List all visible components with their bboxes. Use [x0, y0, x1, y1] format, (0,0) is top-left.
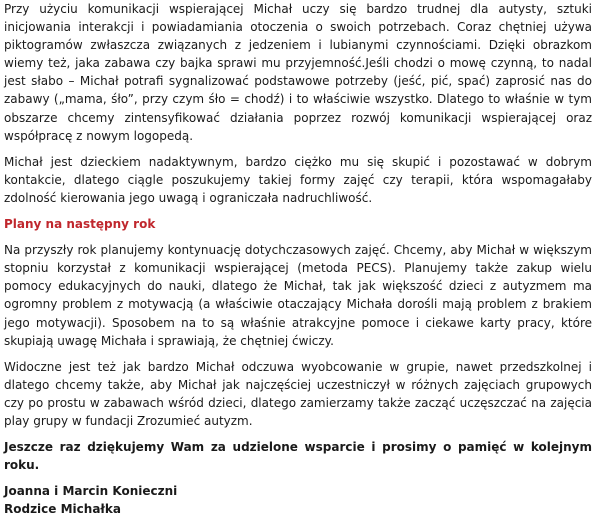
paragraph-hyperactivity: Michał jest dzieckiem nadaktywnym, bardzo ciężko mu się skupić i pozostawać w dobrym kontakcie, dlatego ciągle poszukujemy takiej formy zajęć czy terapii, która wspomagałaby zdolność kierowania jego uwagą i ograniczała nadruchliwość. — [4, 154, 592, 205]
signature-names: Joanna i Marcin Konieczni — [4, 484, 178, 499]
paragraph-communication: Przy użyciu komunikacji wspierającej Michał uczy się bardzo trudnej dla autysty, sztuki inicjowania interakcji i powiadamiania otoczenia o swoich potrzebach. Coraz chętniej używa piktogramów zwłaszcza związanych z jedzeniem i lubianymi czynnościami. Dzięki obrazkom wiemy też, jaka zabawa czy bajka sprawi mu przyjemność.Jeśli chodzi o mowę czynną, to nadal jest słabo – Michał potrafi sygnalizować podstawowe potrzeby (jeść, pić, spać) zaprosić nas do zabawy („mama, śło”, przy czym śło = chodź) i to właściwie wszystko. Dlatego to właśnie w tym obszarze chcemy zintensyfikować działania poprzez rozwój komunikacji wspierającej oraz współpracę z nowym logopedą. — [4, 2, 592, 143]
closing-thanks: Jeszcze raz dziękujemy Wam za udzielone wsparcie i prosimy o pamięć w kolejnym roku. — [4, 440, 592, 473]
paragraph-plans: Na przyszły rok planujemy kontynuację dotychczasowych zajęć. Chcemy, aby Michał w większym stopniu korzystał z komunikacji wspierającej (metoda PECS). Planujemy także zakup wielu pomocy edukacyjnych do nauki, dlatego że Michał, tak jak większość dzieci z autyzmem ma ogromny problem z motywacją (a właściwie otaczający Michała dorośli mają problem z brakiem jego motywacji). Sposobem na to są właśnie atrakcyjne pomoce i ciekawe karty pracy, które skupiają uwagę Michała i sprawiają, że chętniej ćwiczy. — [4, 243, 592, 348]
signature-role: Rodzice Michałka — [4, 502, 121, 517]
document-body — [4, 0, 592, 518]
section-heading-plans: Plany na następny rok — [4, 217, 156, 232]
paragraph-group-activities: Widoczne jest też jak bardzo Michał odczuwa wyobcowanie w grupie, nawet przedszkolnej i dlatego chcemy także, aby Michał jak najczęściej uczestniczył w różnych zajęciach grupowych czy po prostu w zabawach wśród dzieci, dlatego zamierzamy także zacząć uczęszczać na zajęcia play grupy w fundacji Zrozumieć autyzm. — [4, 359, 592, 428]
